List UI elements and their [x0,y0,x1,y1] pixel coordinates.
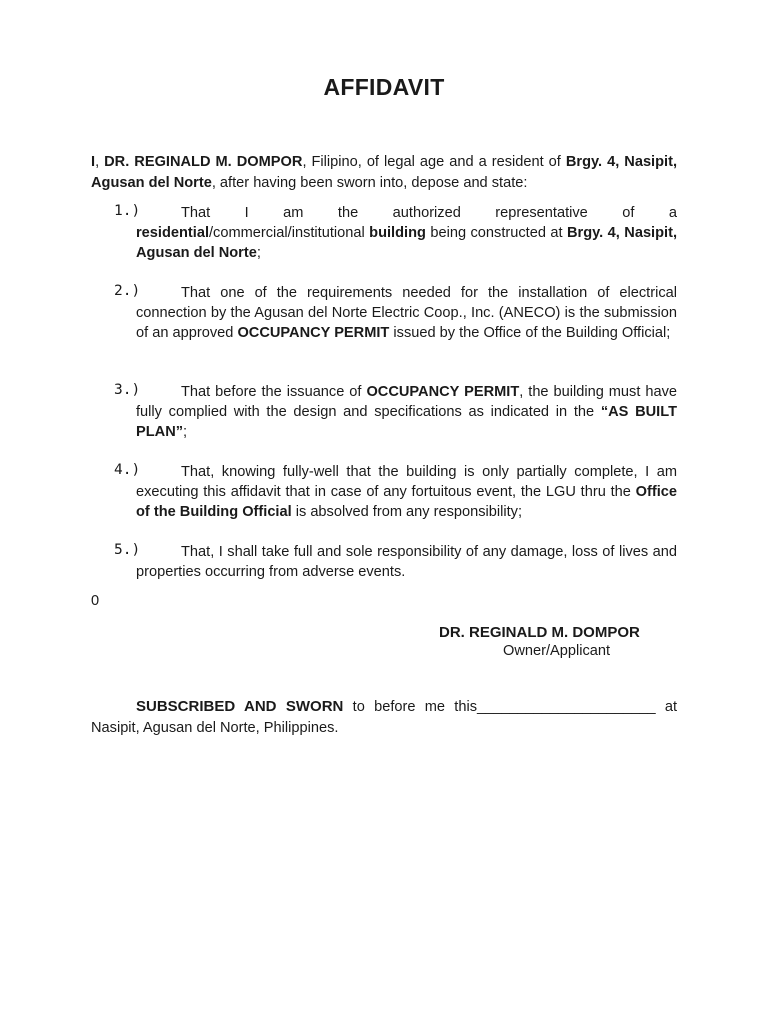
clause-text-bold: Office of the Building Official [136,484,677,520]
clause-text-bold: OCCUPANCY PERMIT [237,325,390,341]
clause-5 [91,542,677,582]
intro-paragraph [91,152,677,193]
jurat-heading: SUBSCRIBED AND SWORN [136,698,344,715]
clause-1 [91,203,677,263]
clause-number: 2.) [114,283,141,299]
clause-number: 1.) [114,203,141,219]
clause-number: 4.) [114,462,141,478]
clause-text-part: being constructed at [425,225,568,241]
clause-number: 3.) [114,382,141,398]
clause-text-part: , the building must have fully complied with the design and specifications as indicated in the [136,384,678,420]
signatory-name: DR. REGINALD M. DOMPOR [439,624,640,641]
affiant-name: DR. REGINALD M. DOMPOR [104,154,303,170]
clause-text-bold: “AS BUILT PLAN” [136,404,677,440]
clause-text-bold: Brgy. 4, Nasipit, Agusan del Norte [136,225,677,261]
clause-text-part: ; [256,245,261,261]
clause-text-part: That, knowing fully-well that the building is only partially complete, I am executing this affidavit that in case of any fortuitous event, the LGU thru the [136,464,677,500]
clause-text-part: That I am the authorized representative of a [181,205,677,221]
clause-text-part: That before the issuance of [181,384,367,400]
document-title: AFFIDAVIT [323,74,445,100]
signatory-role: Owner/Applicant [503,643,611,659]
clause-text-bold: OCCUPANCY PERMIT [366,384,520,400]
intro-text: , after having been sworn into, depose and state: [211,174,528,191]
intro-text: , Filipino, of legal age and a resident of [302,154,566,170]
stray-mark: 0 [91,593,100,609]
intro-pronoun: I [91,154,96,170]
clause-text-part: is absolved from any responsibility; [291,504,523,520]
clause-text-bold: building [369,225,426,241]
jurat-paragraph [91,696,677,739]
clause-3 [91,382,677,442]
clause-text-part: ; [183,424,188,440]
intro-text: , [95,154,105,170]
clause-text [136,382,677,442]
clause-text [136,283,677,343]
clause-text [136,462,677,522]
clause-number: 5.) [114,542,141,558]
affiant-address: Brgy. 4, Nasipit, Agusan del Norte [91,154,677,191]
clause-text-part: /commercial/institutional [209,225,370,241]
clause-2 [91,283,677,343]
clause-text-part: issued by the Office of the Building Official; [389,325,671,341]
clause-4 [91,462,677,522]
clause-text-bold: residential [136,225,209,241]
clause-text-part: That, I shall take full and sole responsibility of any damage, loss of lives and properties occurring from adverse events. [136,544,677,580]
clause-text [136,542,677,582]
clause-text [136,203,677,263]
jurat-text: to before me this______________________ at Nasipit, Agusan del Norte, Philippines. [91,699,677,736]
clause-text-part: That one of the requirements needed for the installation of electrical connection by the Agusan del Norte Electric Coop., Inc. (ANECO) is the submission of an approved [136,285,677,341]
